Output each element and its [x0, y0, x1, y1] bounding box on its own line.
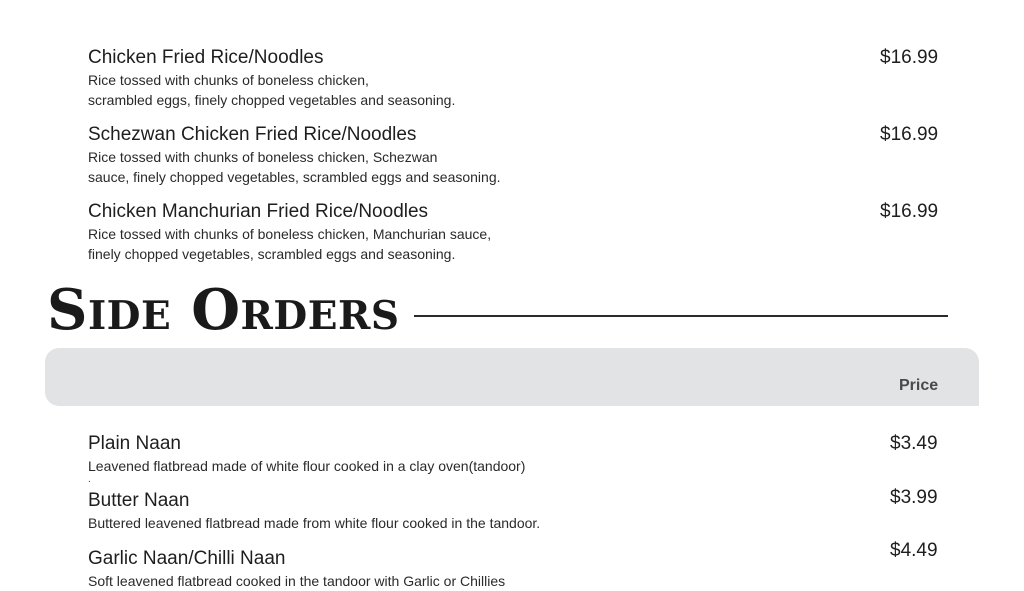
item-price: $16.99	[880, 124, 939, 145]
item-price: $4.49	[890, 540, 938, 561]
item-name: Garlic Naan/Chilli Naan	[88, 548, 286, 569]
item-description: Rice tossed with chunks of boneless chicken,	[88, 72, 369, 88]
item-description: finely chopped vegetables, scrambled eggs and seasoning.	[88, 246, 456, 262]
item-price: $16.99	[880, 47, 939, 68]
item-description: sauce, finely chopped vegetables, scrambled eggs and seasoning.	[88, 169, 501, 185]
stray-period: .	[88, 474, 91, 485]
item-name: Chicken Manchurian Fried Rice/Noodles	[88, 201, 429, 222]
item-description: scrambled eggs, finely chopped vegetables and seasoning.	[88, 92, 456, 108]
menu-item	[88, 547, 948, 591]
menu-item	[88, 200, 948, 264]
item-description: Soft leavened flatbread cooked in the tandoor with Garlic or Chillies	[88, 573, 506, 589]
menu-item	[88, 432, 948, 476]
price-header-band	[45, 348, 979, 406]
item-price: $3.99	[890, 487, 938, 508]
item-description: Leavened flatbread made of white flour cooked in a clay oven(tandoor)	[88, 458, 526, 474]
section-divider	[414, 315, 948, 317]
price-column-header: Price	[899, 377, 939, 394]
menu-item	[88, 123, 948, 187]
item-description: Rice tossed with chunks of boneless chicken, Schezwan	[88, 149, 438, 165]
item-description: Rice tossed with chunks of boneless chicken, Manchurian sauce,	[88, 226, 492, 242]
menu-item	[88, 46, 948, 110]
item-price: $3.49	[890, 433, 938, 454]
item-name: Chicken Fried Rice/Noodles	[88, 47, 324, 68]
item-name: Butter Naan	[88, 490, 190, 511]
item-description: Buttered leavened flatbread made from white flour cooked in the tandoor.	[88, 515, 541, 531]
item-name: Plain Naan	[88, 433, 181, 454]
section-title: Side Orders	[47, 277, 400, 343]
item-price: $16.99	[880, 201, 939, 222]
menu-item	[88, 489, 948, 533]
item-name: Schezwan Chicken Fried Rice/Noodles	[88, 124, 417, 145]
